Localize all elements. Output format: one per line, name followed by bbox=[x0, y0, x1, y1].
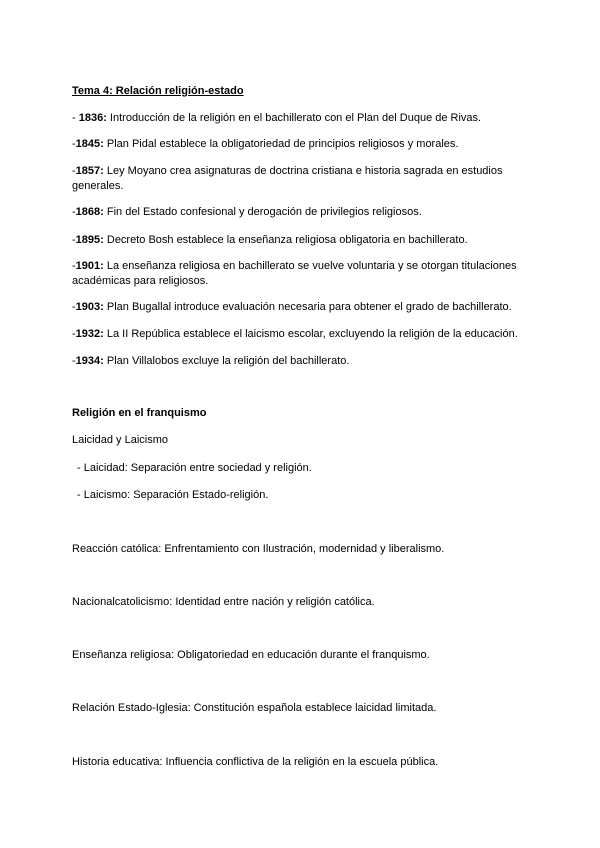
paragraph-nacionalcatolicismo: Nacionalcatolicismo: Identidad entre nación y religión católica. bbox=[72, 596, 375, 608]
timeline-item-1857 bbox=[72, 164, 532, 194]
timeline-year: 1868: bbox=[75, 206, 104, 218]
timeline-prefix: - bbox=[72, 138, 76, 150]
timeline-text: Plan Bugallal introduce evaluación necesaria para obtener el grado de bachillerato. bbox=[103, 301, 512, 313]
timeline-item-1836 bbox=[72, 111, 532, 126]
timeline-text: Plan Pidal establece la obligatoriedad de principios religiosos y morales. bbox=[103, 138, 459, 150]
section-heading: Religión en el franquismo bbox=[72, 407, 207, 419]
timeline-year: 1932: bbox=[75, 328, 104, 340]
timeline-year: 1895: bbox=[75, 234, 104, 246]
timeline-prefix: - bbox=[72, 301, 76, 313]
timeline-text: Introducción de la religión en el bachillerato con el Plan del Duque de Rivas. bbox=[106, 112, 482, 124]
paragraph-relacion-estado-iglesia: Relación Estado-Iglesia: Constitución española establece laicidad limitada. bbox=[72, 702, 437, 714]
timeline-year: 1901: bbox=[75, 260, 104, 272]
list-item-laicidad: - Laicidad: Separación entre sociedad y religión. bbox=[77, 462, 312, 474]
timeline-prefix: - bbox=[72, 112, 79, 124]
timeline-prefix: - bbox=[72, 260, 76, 272]
timeline-prefix: - bbox=[72, 234, 76, 246]
timeline-text: La enseñanza religiosa en bachillerato se vuelve voluntaria y se otorgan titulaciones académicas para religiosos. bbox=[72, 260, 517, 287]
timeline-year: 1857: bbox=[75, 165, 104, 177]
paragraph-historia-educativa: Historia educativa: Influencia conflictiva de la religión en la escuela pública. bbox=[72, 756, 439, 768]
timeline-year: 1903: bbox=[75, 301, 104, 313]
timeline-text: Fin del Estado confesional y derogación de privilegios religiosos. bbox=[103, 206, 422, 218]
timeline-item-1895 bbox=[72, 233, 532, 248]
timeline-item-1845 bbox=[72, 137, 532, 152]
timeline-item-1901 bbox=[72, 259, 532, 289]
timeline-year: 1934: bbox=[75, 355, 104, 367]
timeline-year: 1845: bbox=[75, 138, 104, 150]
timeline-item-1903 bbox=[72, 300, 532, 315]
timeline-prefix: - bbox=[72, 206, 76, 218]
section-subheading: Laicidad y Laicismo bbox=[72, 434, 168, 446]
list-item-laicismo: - Laicismo: Separación Estado-religión. bbox=[77, 489, 269, 501]
timeline-item-1868 bbox=[72, 205, 532, 220]
timeline-item-1934 bbox=[72, 354, 532, 369]
timeline-year: 1836: bbox=[78, 112, 107, 124]
timeline-prefix: - bbox=[72, 328, 76, 340]
paragraph-reaccion-catolica: Reacción católica: Enfrentamiento con Ilustración, modernidad y liberalismo. bbox=[72, 543, 445, 555]
timeline-text: Ley Moyano crea asignaturas de doctrina cristiana e historia sagrada en estudios generales. bbox=[72, 165, 503, 192]
timeline-text: Plan Villalobos excluye la religión del bachillerato. bbox=[103, 355, 350, 367]
timeline-prefix: - bbox=[72, 165, 76, 177]
page-title: Tema 4: Relación religión-estado bbox=[72, 85, 244, 97]
paragraph-ensenanza-religiosa: Enseñanza religiosa: Obligatoriedad en educación durante el franquismo. bbox=[72, 649, 430, 661]
timeline-prefix: - bbox=[72, 355, 76, 367]
timeline-text: Decreto Bosh establece la enseñanza religiosa obligatoria en bachillerato. bbox=[103, 234, 468, 246]
timeline-text: La II República establece el laicismo escolar, excluyendo la religión de la educación. bbox=[103, 328, 518, 340]
timeline-item-1932 bbox=[72, 327, 532, 342]
